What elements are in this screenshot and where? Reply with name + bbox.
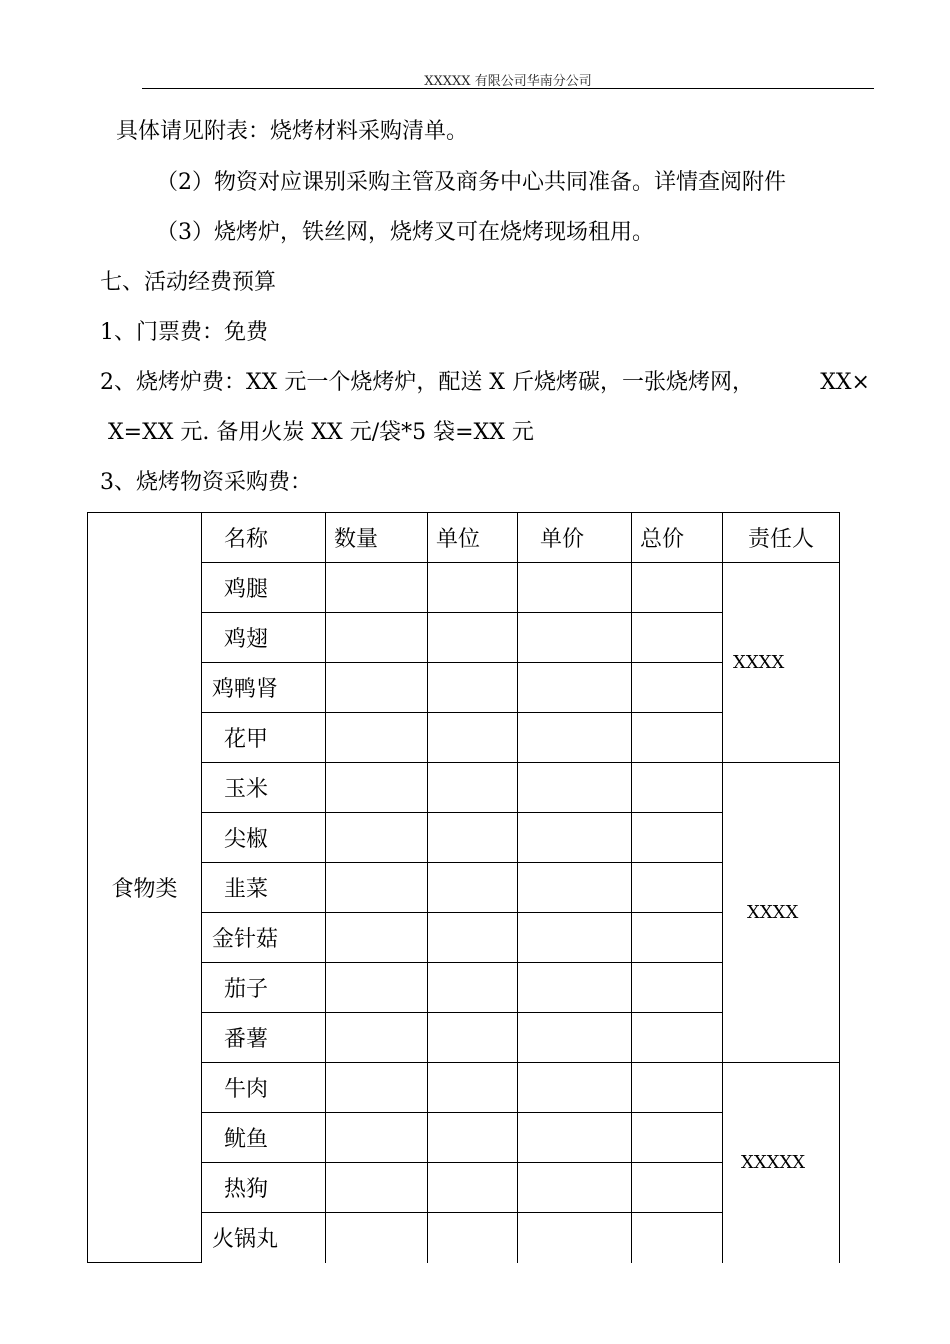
quantity-cell: [326, 1163, 428, 1213]
unit-price-cell: [518, 913, 632, 963]
total-price-cell: [632, 1013, 723, 1063]
quantity-cell: [326, 863, 428, 913]
item-name: 鸡鸭肾: [202, 663, 326, 713]
item-name: 火锅丸: [202, 1213, 326, 1263]
unit-cell: [428, 713, 518, 763]
unit-cell: [428, 913, 518, 963]
responsible-cell: XXXXX: [723, 1063, 840, 1263]
total-price-cell: [632, 563, 723, 613]
quantity-cell: [326, 1063, 428, 1113]
item-name: 尖椒: [202, 813, 326, 863]
budget-item-2-text: 2、烧烤炉费：XX 元一个烧烤炉，配送 X 斤烧烤碳，一张烧烤网，: [100, 370, 754, 395]
unit-cell: [428, 563, 518, 613]
unit-price-cell: [518, 613, 632, 663]
header-unit: 单位: [428, 513, 518, 563]
total-price-cell: [632, 963, 723, 1013]
total-price-cell: [632, 663, 723, 713]
unit-cell: [428, 1013, 518, 1063]
item-name: 鸡腿: [202, 563, 326, 613]
unit-price-cell: [518, 1013, 632, 1063]
unit-cell: [428, 813, 518, 863]
item-2-line: （2）物资对应课别采购主管及商务中心共同准备。详情查阅附件: [156, 170, 786, 195]
header-divider: [142, 88, 874, 89]
budget-item-3: 3、烧烤物资采购费：: [100, 470, 312, 495]
total-price-cell: [632, 613, 723, 663]
total-price-cell: [632, 1213, 723, 1263]
unit-price-cell: [518, 1213, 632, 1263]
item-name: 番薯: [202, 1013, 326, 1063]
unit-cell: [428, 763, 518, 813]
header-quantity: 数量: [326, 513, 428, 563]
unit-price-cell: [518, 1063, 632, 1113]
header-unit-price: 单价: [518, 513, 632, 563]
item-3-line: （3）烧烤炉，铁丝网，烧烤叉可在烧烤现场租用。: [156, 220, 654, 245]
unit-cell: [428, 1213, 518, 1263]
unit-cell: [428, 663, 518, 713]
total-price-cell: [632, 913, 723, 963]
quantity-cell: [326, 1113, 428, 1163]
quantity-cell: [326, 663, 428, 713]
header-total-price: 总价: [632, 513, 723, 563]
unit-cell: [428, 963, 518, 1013]
item-name: 玉米: [202, 763, 326, 813]
item-name: 韭菜: [202, 863, 326, 913]
total-price-cell: [632, 1163, 723, 1213]
quantity-cell: [326, 613, 428, 663]
item-name: 鸡翅: [202, 613, 326, 663]
responsible-cell: XXXX: [723, 563, 840, 763]
budget-item-2-continuation: X=XX 元. 备用火炭 XX 元/袋*5 袋=XX 元: [108, 420, 534, 445]
quantity-cell: [326, 913, 428, 963]
intro-line: 具体请见附表：烧烤材料采购清单。: [116, 119, 469, 144]
unit-price-cell: [518, 963, 632, 1013]
responsible-cell: XXXX: [723, 763, 840, 1063]
quantity-cell: [326, 763, 428, 813]
total-price-cell: [632, 863, 723, 913]
total-price-cell: [632, 1063, 723, 1113]
header-responsible: 责任人: [723, 513, 840, 563]
section-7-heading: 七、活动经费预算: [100, 270, 277, 295]
quantity-cell: [326, 563, 428, 613]
quantity-cell: [326, 963, 428, 1013]
unit-cell: [428, 1163, 518, 1213]
unit-cell: [428, 1113, 518, 1163]
page-header-company: XXXXX 有限公司华南分公司: [424, 74, 592, 89]
budget-item-1: 1、门票费：免费: [100, 320, 268, 345]
item-name: 金针菇: [202, 913, 326, 963]
unit-price-cell: [518, 1113, 632, 1163]
quantity-cell: [326, 713, 428, 763]
budget-item-2-formula-start: XX×: [820, 370, 870, 395]
item-name: 牛肉: [202, 1063, 326, 1113]
item-name: 热狗: [202, 1163, 326, 1213]
unit-price-cell: [518, 663, 632, 713]
table-header-row: [88, 513, 840, 563]
item-name: 茄子: [202, 963, 326, 1013]
unit-cell: [428, 613, 518, 663]
total-price-cell: [632, 763, 723, 813]
item-name: 花甲: [202, 713, 326, 763]
total-price-cell: [632, 1113, 723, 1163]
item-name: 鱿鱼: [202, 1113, 326, 1163]
total-price-cell: [632, 713, 723, 763]
unit-cell: [428, 863, 518, 913]
unit-price-cell: [518, 1163, 632, 1213]
quantity-cell: [326, 1013, 428, 1063]
header-name: 名称: [202, 513, 326, 563]
unit-price-cell: [518, 813, 632, 863]
quantity-cell: [326, 1213, 428, 1263]
purchase-table: [87, 512, 840, 1263]
category-cell: 食物类: [88, 513, 202, 1263]
unit-price-cell: [518, 713, 632, 763]
unit-price-cell: [518, 563, 632, 613]
quantity-cell: [326, 813, 428, 863]
budget-item-2: [100, 368, 870, 398]
unit-price-cell: [518, 763, 632, 813]
unit-price-cell: [518, 863, 632, 913]
unit-cell: [428, 1063, 518, 1113]
total-price-cell: [632, 813, 723, 863]
